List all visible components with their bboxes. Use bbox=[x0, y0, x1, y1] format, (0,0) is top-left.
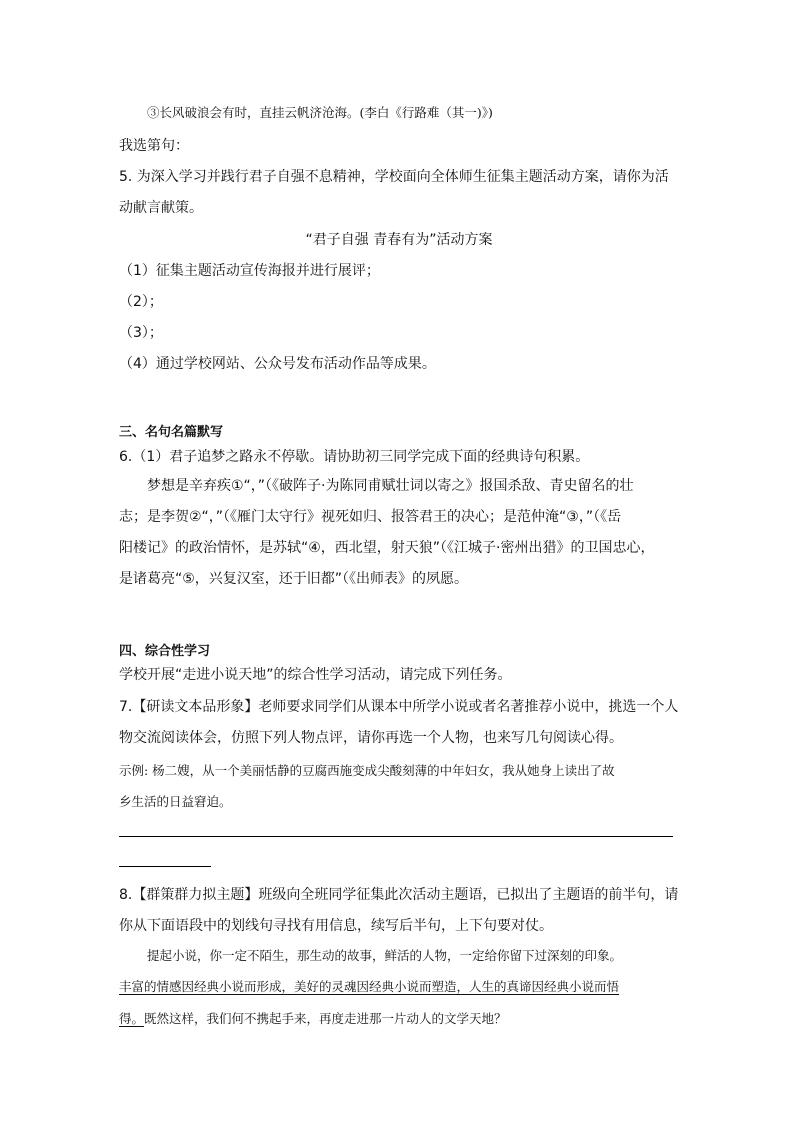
q6-line-2: 志；是李贺②“，”（《雁门太守行》视死如归、报答君王的决心；是范仲淹“③，”（《岳 bbox=[119, 509, 622, 525]
section-4-heading: 四、综合性学习 bbox=[119, 644, 211, 659]
q7-line-2: 物交流阅读体会，仿照下列人物点评，请你再选一个人物，也来写几句阅读心得。 bbox=[119, 730, 623, 746]
q7-answer-line-short[interactable] bbox=[119, 866, 211, 867]
q7-line-1: 7.【研读文本品形象】老师要求同学们从课本中所学小说或者名著推荐小说中，挑选一个人 bbox=[119, 699, 679, 715]
plan-step-3: （3）； bbox=[119, 325, 163, 341]
plan-step-2: （2）； bbox=[119, 294, 163, 310]
section-4-intro: 学校开展“走进小说天地”的综合性学习活动，请完成下列任务。 bbox=[119, 667, 512, 683]
q7-answer-line[interactable] bbox=[119, 836, 673, 837]
passage-line-3 bbox=[119, 1009, 679, 1027]
q5-prompt-line-1: 5. 为深入学习并践行君子自强不息精神，学校面向全体师生征集主题活动方案，请你为活 bbox=[119, 169, 669, 185]
poem-option-3: ③长风破浪会有时，直挂云帆济沧海。(李白《行路难（其一)》) bbox=[147, 105, 493, 120]
q6-intro: 6.（1）君子追梦之路永不停歇。请协助初三同学完成下面的经典诗句积累。 bbox=[119, 449, 590, 465]
q5-prompt-line-2: 动献言献策。 bbox=[119, 200, 203, 216]
q6-line-3: 阳楼记》的政治情怀，是苏轼“④，西北望，射天狼”（《江城子·密州出猎》的卫国忠心， bbox=[119, 540, 655, 556]
q6-fill-paragraph bbox=[119, 471, 679, 595]
choose-sentence-prompt: 我选第句： bbox=[119, 138, 189, 154]
q8-line-1: 8.【群策群力拟主题】班级向全班同学征集此次活动主题语，已拟出了主题语的前半句，请 bbox=[119, 887, 679, 903]
passage-line-3-underlined: 得。 bbox=[119, 1011, 145, 1026]
example-line-1: 示例: 杨二嫂，从一个美丽恬静的豆腐西施变成尖酸刻薄的中年妇女，我从她身上读出了故 bbox=[119, 763, 615, 778]
plan-step-1: （1）征集主题活动宣传海报并进行展评； bbox=[119, 263, 380, 279]
q8-line-2: 你从下面语段中的划线句寻找有用信息，续写后半句，上下句要对仗。 bbox=[119, 918, 553, 934]
passage-line-3-rest: 既然这样，我们何不携起手来，再度走进那一片动人的文学天地？ bbox=[144, 1011, 507, 1026]
example-line-2: 乡生活的日益窘迫。 bbox=[119, 794, 232, 809]
plan-step-4: （4）通过学校网站、公众号发布活动作品等成果。 bbox=[119, 356, 436, 372]
passage-line-1: 提起小说，你一定不陌生，那生动的故事，鲜活的人物，一定给你留下过深刻的印象。 bbox=[147, 948, 623, 963]
passage-line-2-underlined: 丰富的情感因经典小说而形成，美好的灵魂因经典小说而塑造，人生的真谛因经典小说而悟 bbox=[119, 979, 620, 994]
q6-line-1: 梦想是辛弃疾①“，”（《破阵子·为陈同甫赋壮词以寄之》报国杀敌、青史留名的壮 bbox=[147, 478, 634, 494]
plan-title: “君子自强 青春有为”活动方案 bbox=[305, 232, 493, 248]
section-3-heading: 三、名句名篇默写 bbox=[119, 425, 224, 440]
q6-line-4: 是诸葛亮“⑤，兴复汉室，还于旧都”（《出师表》的夙愿。 bbox=[119, 571, 469, 587]
